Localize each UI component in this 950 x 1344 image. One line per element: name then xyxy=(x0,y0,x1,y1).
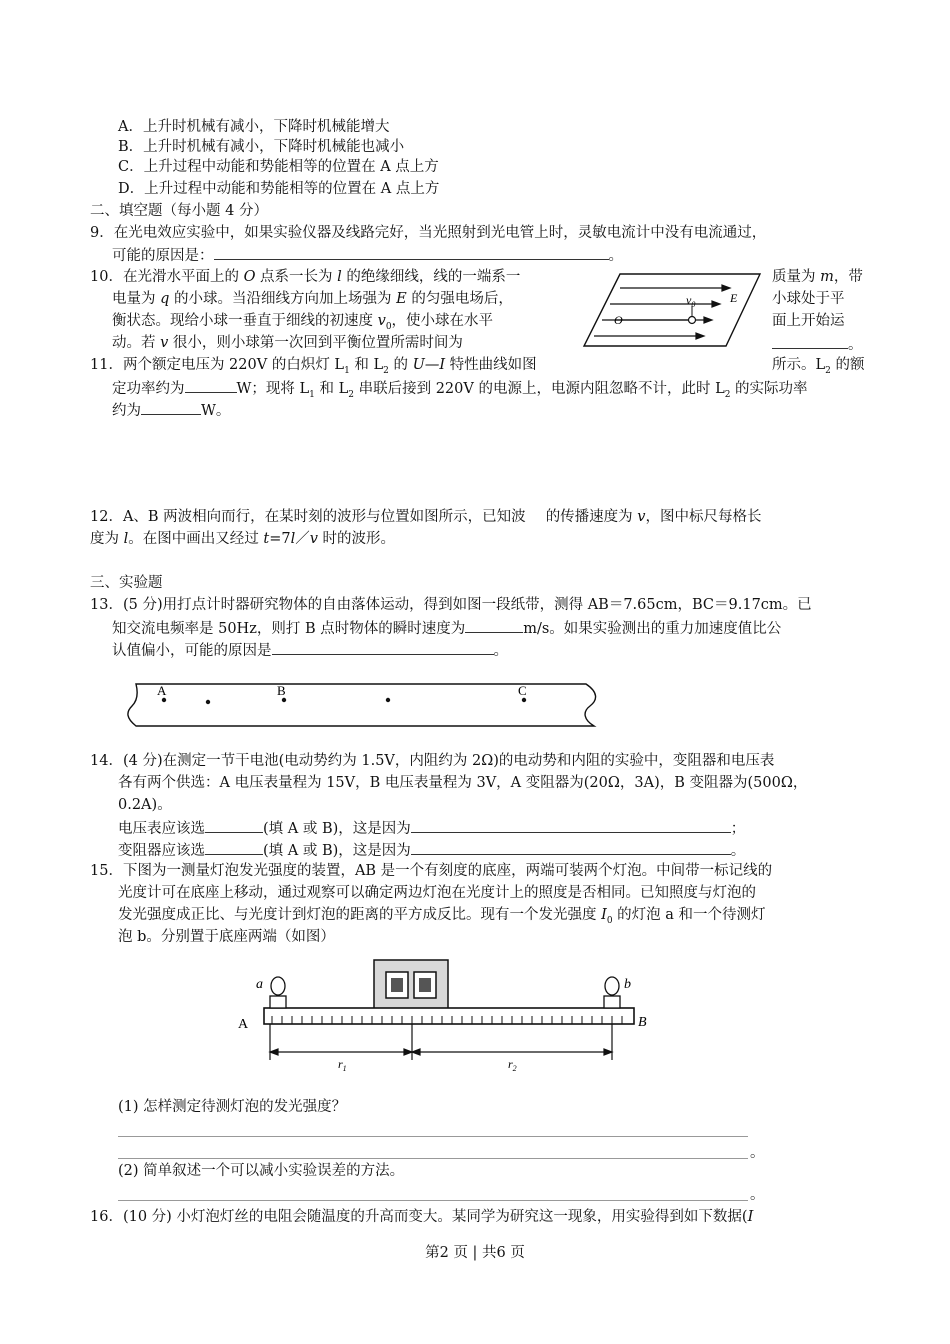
q14-rheostat-reason-blank[interactable] xyxy=(411,840,731,855)
q15-line2: 光度计可在底座上移动，通过观察可以确定两边灯泡在光度计上的照度是否相同。已知照度与灯泡的 xyxy=(118,885,756,901)
q14-line5: 变阻器应该选 (填 A 或 B)，这是因为 。 xyxy=(118,840,745,861)
q16-line1: 16．(10 分) 小灯泡灯丝的电阻会随温度的升高而变大。某同学为研究这一现象，用实验得到如下数据(I xyxy=(90,1209,754,1225)
q11-line1: 11．两个额定电压为 220V 的白炽灯 $L_1$ 和 $L_2$ 的 U—I 特性曲线如图 xyxy=(90,357,537,376)
q10-line3: 衡状态。现给小球一垂直于细线的初速度 $v_0$，使小球在水平 xyxy=(112,313,494,332)
lamp-a-icon xyxy=(270,977,286,1008)
page-footer: 第2 页 | 共6 页 xyxy=(425,1245,525,1261)
q13-velocity-blank[interactable] xyxy=(465,618,523,633)
distance-markers xyxy=(270,1024,612,1060)
q14-rheostat-choice-blank[interactable] xyxy=(205,840,263,855)
q15-line4: 泡 b。分别置于底座两端（如图） xyxy=(118,929,335,945)
q11-right1: 所示。$L_2$ 的额 xyxy=(772,357,865,376)
q14-line3: 0.2A)。 xyxy=(118,797,172,813)
tape-dot xyxy=(206,700,210,704)
tape-dot xyxy=(386,698,390,702)
q8-option-c: C．上升过程中动能和势能相等的位置在 A 点上方 xyxy=(118,159,439,175)
q13-line2: 知交流电频率是 50Hz，则打 B 点时物体的瞬时速度为 m/s。如果实验测出的重力加速度值比公 xyxy=(112,618,781,639)
e-label: E xyxy=(730,291,738,305)
q9-line1: 9．在光电效应实验中，如果实验仪器及线路完好，当光照射到光电管上时，灵敏电流计中没有电流通过， xyxy=(90,225,767,241)
q8-option-d: D．上升过程中动能和势能相等的位置在 A 点上方 xyxy=(118,181,440,197)
q12-line1: 12．A、B 两波相向而行，在某时刻的波形与位置如图所示，已知波 的传播速度为 v，图中标尺每格长 xyxy=(90,509,762,525)
electric-field-figure xyxy=(580,268,766,352)
q10-line4: 动。若 v 很小，则小球第一次回到平衡位置所需时间为 xyxy=(112,335,463,351)
q10-right3: 面上开始运 xyxy=(772,313,845,329)
q14-voltmeter-reason-blank[interactable] xyxy=(411,818,731,833)
q14-line4: 电压表应该选 (填 A 或 B)，这是因为 ； xyxy=(118,818,745,839)
r1-label: $r_1$ xyxy=(338,1057,347,1072)
q10-line2: 电量为 q 的小球。当沿细线方向加上场强为 E 的匀强电场后， xyxy=(112,291,513,307)
charged-ball xyxy=(689,317,696,324)
q12-line2: 度为 l。在图中画出又经过 t=7l／v 时的波形。 xyxy=(90,531,396,547)
rail-end-a-label: A xyxy=(238,1017,249,1032)
lamp-b-icon xyxy=(604,977,620,1008)
q10-right4: 。 xyxy=(772,334,863,355)
q11-line2: 定功率约为 W；现将 $L_1$ 和 $L_2$ 串联后接到 220V 的电源上，电源内阻忽略不计，此时 $L_2$ 的实际功率 xyxy=(112,378,808,405)
q15-answer-2-end: 。 xyxy=(750,1187,765,1203)
q15-answer-line-2[interactable] xyxy=(118,1200,748,1201)
rail-end-b-label: B xyxy=(638,1015,647,1030)
q15-line3: 发光强度成正比、与光度计到灯泡的距离的平方成反比。现有一个发光强度 $I_0$ 的灯泡 a 和一个待测灯 xyxy=(118,907,766,926)
q15-answer-line-1a[interactable] xyxy=(118,1136,748,1137)
photometer-box xyxy=(374,960,448,1010)
photometer-figure xyxy=(234,956,664,1072)
q15-answer-line-1b[interactable] xyxy=(118,1158,748,1159)
q11-actual-power-blank[interactable] xyxy=(141,400,201,415)
section-2-title: 二、填空题（每小题 4 分） xyxy=(90,203,268,219)
q13-line1: 13．(5 分)用打点计时器研究物体的自由落体运动，得到如图一段纸带，测得 AB＝7.65cm，BC＝9.17cm。已 xyxy=(90,597,812,613)
q15-prompt-1: (1) 怎样测定待测灯泡的发光强度？ xyxy=(118,1099,347,1115)
base-rail xyxy=(264,1008,634,1024)
q13-line3: 认值偏小，可能的原因是 。 xyxy=(112,640,508,661)
q11-rated-power-blank[interactable] xyxy=(185,378,237,393)
q14-voltmeter-choice-blank[interactable] xyxy=(205,818,263,833)
tape-dot xyxy=(282,698,286,702)
q14-line1: 14．(4 分)在测定一节干电池(电动势约为 1.5V，内阻约为 2Ω)的电动势和内阻的实验中，变阻器和电压表 xyxy=(90,753,775,769)
lamp-a-label: a xyxy=(256,977,263,992)
o-label: O xyxy=(614,313,623,327)
q15-answer-1-end: 。 xyxy=(750,1145,765,1161)
q8-option-a: A．上升时机械有减小，下降时机械能增大 xyxy=(118,119,390,135)
field-lines xyxy=(594,285,730,339)
q11-line3: 约为 W。 xyxy=(112,400,230,421)
q10-answer-blank[interactable] xyxy=(772,334,848,349)
paper-tape-figure xyxy=(124,676,602,734)
q10-right2: 小球处于平 xyxy=(772,291,845,307)
tape-dot xyxy=(522,698,526,702)
q9-line2: 可能的原因是： 。 xyxy=(112,245,623,266)
q10-right1: 质量为 m，带 xyxy=(772,269,863,285)
tape-label-b: B xyxy=(277,683,286,698)
q15-line1: 15．下图为一测量灯泡发光强度的装置，AB 是一个有刻度的底座，两端可装两个灯泡。中间带一标记线的 xyxy=(90,863,773,879)
tape-dot xyxy=(162,698,166,702)
q9-answer-blank[interactable] xyxy=(214,245,609,260)
v0-label: $v_0$ xyxy=(686,293,696,309)
q10-line1: 10．在光滑水平面上的 O 点系一长为 l 的绝缘细线，线的一端系一 xyxy=(90,269,521,285)
lamp-b-label: b xyxy=(624,977,631,992)
plane-outline xyxy=(584,274,760,346)
section-3-title: 三、实验题 xyxy=(90,575,163,591)
q8-option-b: B．上升时机械有减小，下降时机械能也减小 xyxy=(118,139,405,155)
q14-line2: 各有两个供选：A 电压表量程为 15V，B 电压表量程为 3V，A 变阻器为(20Ω，3A)，B 变阻器为(500Ω， xyxy=(118,775,808,791)
tape-label-c: C xyxy=(518,683,527,698)
q15-prompt-2: (2) 简单叙述一个可以减小实验误差的方法。 xyxy=(118,1163,405,1179)
q13-reason-blank[interactable] xyxy=(272,640,494,655)
tape-label-a: A xyxy=(157,683,167,698)
r2-label: $r_2$ xyxy=(508,1057,517,1072)
